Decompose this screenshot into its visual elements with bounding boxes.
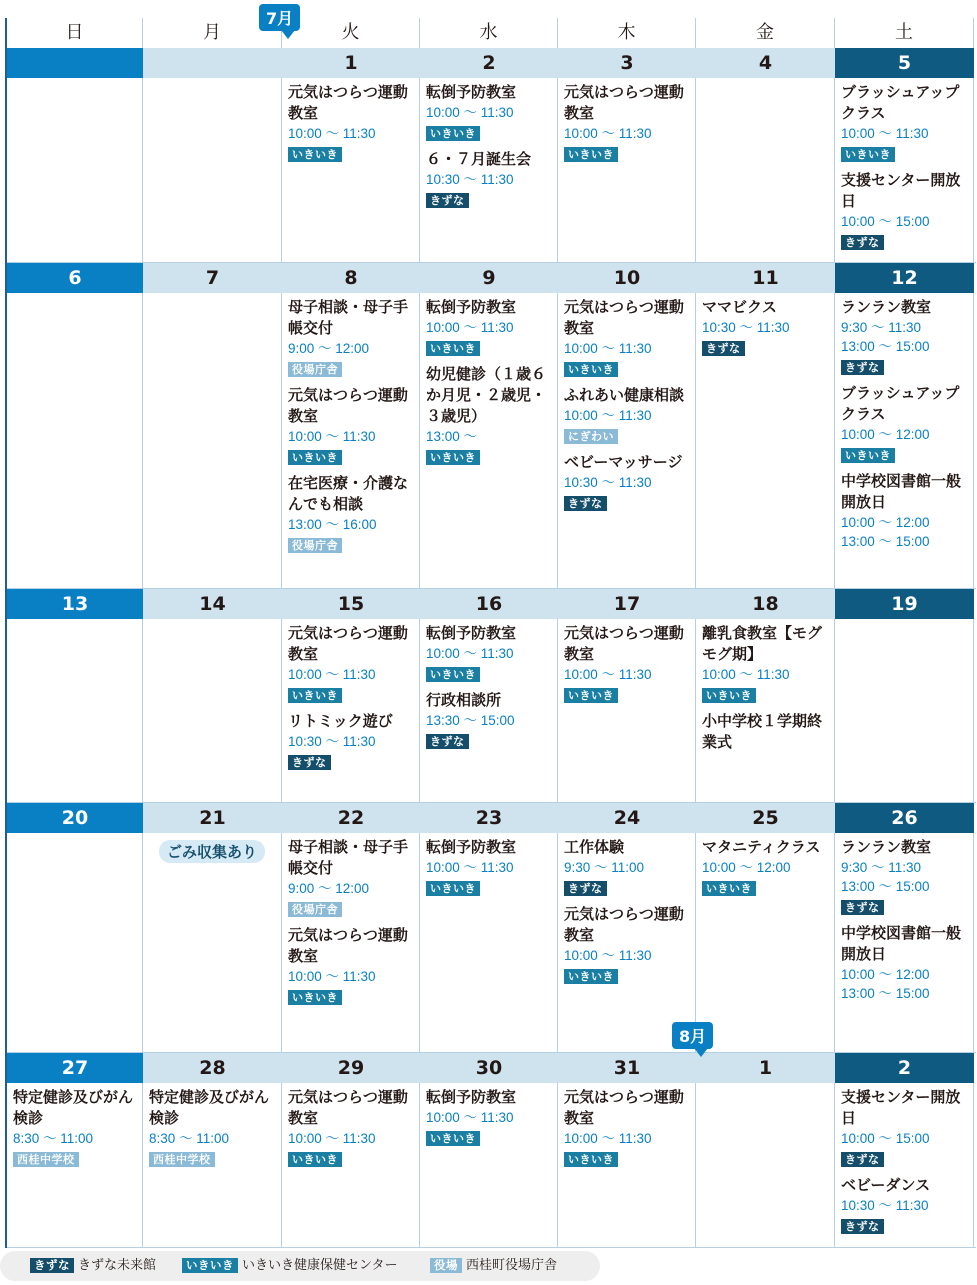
event-title: 特定健診及びがん検診 bbox=[13, 1088, 134, 1127]
event-title: 転倒予防教室 bbox=[426, 624, 517, 642]
day-cell bbox=[282, 1083, 420, 1175]
event bbox=[702, 711, 830, 753]
event bbox=[288, 473, 415, 553]
event bbox=[426, 837, 553, 896]
event bbox=[564, 837, 691, 896]
day-number bbox=[7, 48, 143, 78]
event-time: 13:00 ～ 15:00 bbox=[841, 986, 930, 1001]
legend-label: きずな未来館 bbox=[78, 1258, 157, 1273]
venue-badge: いきいき bbox=[564, 969, 618, 984]
day-number: 1 bbox=[696, 1053, 835, 1083]
event-time: 10:00 ～ 11:30 bbox=[288, 969, 376, 984]
event bbox=[702, 297, 830, 356]
event-time: 9:30 ～ 11:30 bbox=[841, 860, 922, 875]
event-time: 9:00 ～ 12:00 bbox=[288, 341, 370, 356]
event bbox=[426, 623, 553, 682]
event-title: 特定健診及びがん検診 bbox=[149, 1088, 270, 1127]
event-title: 母子相談・母子手帳交付 bbox=[288, 838, 409, 877]
venue-badge: いきいき bbox=[288, 147, 342, 162]
event-title: 母子相談・母子手帳交付 bbox=[288, 298, 409, 337]
event bbox=[702, 837, 830, 896]
day-number: 16 bbox=[420, 589, 558, 619]
day-cell bbox=[7, 293, 143, 297]
legend-label: 西桂町役場庁舎 bbox=[466, 1258, 558, 1273]
legend-badge: きずな bbox=[30, 1258, 74, 1273]
event-time: 10:00 ～ 11:30 bbox=[564, 341, 652, 356]
venue-badge: きずな bbox=[426, 193, 469, 208]
day-cell bbox=[282, 619, 420, 778]
day-number: 30 bbox=[420, 1053, 558, 1083]
event bbox=[841, 82, 969, 162]
day-cell bbox=[696, 833, 835, 904]
day-number: 6 bbox=[7, 263, 143, 293]
event-time: 9:30 ～ 11:30 bbox=[841, 320, 922, 335]
event bbox=[288, 385, 415, 465]
venue-badge: いきいき bbox=[288, 1152, 342, 1167]
event-title: 元気はつらつ運動教室 bbox=[564, 298, 684, 337]
event-time: 9:30 ～ 11:00 bbox=[564, 860, 645, 875]
day-number: 2 bbox=[835, 1053, 974, 1083]
day-number: 25 bbox=[696, 803, 835, 833]
event-time: 8:30 ～ 11:00 bbox=[13, 1131, 94, 1146]
event-title: 元気はつらつ運動教室 bbox=[288, 926, 408, 965]
day-cell bbox=[282, 293, 420, 561]
event bbox=[841, 837, 969, 915]
event-title: 元気はつらつ運動教室 bbox=[564, 1088, 684, 1127]
venue-badge: きずな bbox=[702, 341, 745, 356]
day-cell bbox=[420, 78, 558, 216]
event-title: ふれあい健康相談 bbox=[564, 386, 685, 404]
weekday-header: 木 bbox=[558, 18, 696, 48]
event-time: 10:00 ～ 11:30 bbox=[288, 429, 376, 444]
weekday-header: 水 bbox=[420, 18, 558, 48]
day-cell bbox=[143, 293, 282, 297]
event-time: 8:30 ～ 11:00 bbox=[149, 1131, 230, 1146]
event-time: 10:30 ～ 11:30 bbox=[841, 1198, 929, 1213]
event-title: 支援センター開放日 bbox=[841, 1088, 961, 1127]
weekday-header: 土 bbox=[835, 18, 974, 48]
day-number: 1 bbox=[282, 48, 420, 78]
venue-badge: 役場庁舎 bbox=[288, 538, 342, 553]
event-title: 行政相談所 bbox=[426, 691, 502, 709]
event-time: 10:30 ～ 11:30 bbox=[564, 475, 652, 490]
legend-badge: 役場 bbox=[430, 1258, 462, 1273]
venue-badge: いきいき bbox=[288, 450, 342, 465]
event-time: 10:00 ～ 11:30 bbox=[288, 1131, 376, 1146]
event-time: 10:00 ～ 11:30 bbox=[564, 667, 652, 682]
event-time: 10:00 ～ 12:00 bbox=[841, 515, 930, 530]
event bbox=[841, 1175, 969, 1234]
event-time: 10:00 ～ 11:30 bbox=[564, 126, 652, 141]
event-title: ランラン教室 bbox=[841, 838, 932, 856]
venue-badge: きずな bbox=[841, 1152, 884, 1167]
event-title: 小中学校１学期終業式 bbox=[702, 712, 823, 751]
venue-badge: いきいき bbox=[841, 147, 895, 162]
day-number: 27 bbox=[7, 1053, 143, 1083]
event bbox=[149, 1087, 277, 1167]
venue-badge: 西桂中学校 bbox=[149, 1152, 215, 1167]
event bbox=[564, 297, 691, 377]
venue-badge: いきいき bbox=[564, 147, 618, 162]
event-time: 10:00 ～ 11:30 bbox=[702, 667, 790, 682]
event-time: 10:30 ～ 11:30 bbox=[702, 320, 790, 335]
event bbox=[288, 1087, 415, 1167]
event bbox=[288, 925, 415, 1005]
day-number: 11 bbox=[696, 263, 835, 293]
calendar bbox=[5, 9, 974, 1248]
venue-badge: 役場庁舎 bbox=[288, 362, 342, 377]
venue-badge: きずな bbox=[564, 496, 607, 511]
event bbox=[564, 623, 691, 703]
day-number: 7 bbox=[143, 263, 282, 293]
legend-item bbox=[430, 1257, 557, 1274]
event-title: マタニティクラス bbox=[702, 838, 821, 856]
event-time: 10:00 ～ 15:00 bbox=[841, 1131, 930, 1146]
event-time: 13:00 ～ 15:00 bbox=[841, 879, 930, 894]
event-time: 10:00 ～ 15:00 bbox=[841, 214, 930, 229]
venue-badge: きずな bbox=[841, 235, 884, 250]
day-cell bbox=[558, 619, 696, 711]
legend bbox=[0, 1251, 600, 1281]
day-number: 3 bbox=[558, 48, 696, 78]
event-title: 元気はつらつ運動教室 bbox=[564, 624, 684, 663]
event bbox=[288, 82, 415, 162]
event bbox=[426, 297, 553, 356]
event bbox=[564, 904, 691, 984]
day-number: 4 bbox=[696, 48, 835, 78]
day-cell bbox=[835, 833, 974, 1011]
event-title: ブラッシュアップクラス bbox=[841, 83, 960, 122]
legend-item bbox=[182, 1257, 397, 1274]
venue-badge: きずな bbox=[841, 360, 884, 375]
event-time: 10:30 ～ 11:30 bbox=[426, 172, 514, 187]
venue-badge: いきいき bbox=[841, 448, 895, 463]
venue-badge: いきいき bbox=[564, 688, 618, 703]
venue-badge: 西桂中学校 bbox=[13, 1152, 79, 1167]
venue-badge: いきいき bbox=[426, 1131, 480, 1146]
venue-badge: いきいき bbox=[426, 126, 480, 141]
garbage-collection-badge: ごみ収集あり bbox=[159, 840, 265, 863]
event-time: 10:00 ～ 12:00 bbox=[841, 967, 930, 982]
event bbox=[564, 1087, 691, 1167]
event-time: 10:00 ～ 11:30 bbox=[564, 1131, 652, 1146]
event-time: 13:30 ～ 15:00 bbox=[426, 713, 515, 728]
day-number: 20 bbox=[7, 803, 143, 833]
venue-badge: いきいき bbox=[702, 881, 756, 896]
day-number: 14 bbox=[143, 589, 282, 619]
venue-badge: きずな bbox=[841, 1219, 884, 1234]
venue-badge: にぎわい bbox=[564, 429, 618, 444]
day-number: 13 bbox=[7, 589, 143, 619]
weekday-header: 月 bbox=[143, 18, 282, 48]
event-title: 中学校図書館一般開放日 bbox=[841, 924, 962, 963]
event-time: 10:00 ～ 11:30 bbox=[841, 126, 929, 141]
day-number: 5 bbox=[835, 48, 974, 78]
event bbox=[564, 452, 691, 511]
event-time: 10:00 ～ 11:30 bbox=[564, 948, 652, 963]
day-cell bbox=[696, 293, 835, 364]
day-cell bbox=[7, 78, 143, 82]
venue-badge: きずな bbox=[288, 755, 331, 770]
event-time: 13:00 ～ 15:00 bbox=[841, 534, 930, 549]
day-number: 12 bbox=[835, 263, 974, 293]
event bbox=[288, 623, 415, 703]
event bbox=[13, 1087, 138, 1167]
day-number: 18 bbox=[696, 589, 835, 619]
event-title: 幼児健診（１歳６か月児・２歳児・３歳児） bbox=[426, 365, 547, 425]
day-number: 23 bbox=[420, 803, 558, 833]
day-cell bbox=[143, 833, 282, 837]
event bbox=[426, 690, 553, 749]
event-title: ベビーマッサージ bbox=[564, 453, 683, 471]
day-cell bbox=[558, 833, 696, 992]
event bbox=[841, 471, 969, 551]
day-cell bbox=[558, 1083, 696, 1175]
event bbox=[288, 297, 415, 377]
event bbox=[841, 923, 969, 1003]
day-number: 21 bbox=[143, 803, 282, 833]
day-cell bbox=[143, 78, 282, 82]
event bbox=[426, 1087, 553, 1146]
day-cell bbox=[143, 619, 282, 623]
event bbox=[841, 297, 969, 375]
weekday-header: 日 bbox=[7, 18, 143, 48]
day-cell bbox=[835, 1083, 974, 1242]
event bbox=[426, 149, 553, 208]
legend-badge: いきいき bbox=[182, 1258, 238, 1273]
venue-badge: いきいき bbox=[426, 450, 480, 465]
event-title: ベビーダンス bbox=[841, 1176, 931, 1194]
day-cell bbox=[835, 78, 974, 258]
event-title: ランラン教室 bbox=[841, 298, 932, 316]
event-time: 10:00 ～ 12:00 bbox=[702, 860, 791, 875]
event-title: 支援センター開放日 bbox=[841, 171, 961, 210]
day-cell bbox=[558, 293, 696, 519]
day-cell bbox=[7, 619, 143, 623]
day-cell bbox=[835, 293, 974, 559]
event bbox=[564, 385, 691, 444]
event-time: 13:00 ～ bbox=[426, 429, 478, 444]
event-title: 転倒予防教室 bbox=[426, 838, 517, 856]
event-title: 工作体験 bbox=[564, 838, 625, 856]
event-title: 元気はつらつ運動教室 bbox=[564, 905, 684, 944]
day-number: 17 bbox=[558, 589, 696, 619]
event-time: 10:00 ～ 11:30 bbox=[564, 408, 652, 423]
day-cell bbox=[696, 1083, 835, 1087]
event bbox=[702, 623, 830, 703]
day-number: 9 bbox=[420, 263, 558, 293]
event-time: 13:00 ～ 16:00 bbox=[288, 517, 377, 532]
venue-badge: いきいき bbox=[564, 362, 618, 377]
day-cell bbox=[558, 78, 696, 170]
event-title: 元気はつらつ運動教室 bbox=[564, 83, 684, 122]
venue-badge: いきいき bbox=[288, 990, 342, 1005]
event-title: ６・７月誕生会 bbox=[426, 150, 532, 168]
venue-badge: いきいき bbox=[564, 1152, 618, 1167]
event-title: リトミック遊び bbox=[288, 712, 393, 730]
legend-label: いきいき健康保健センター bbox=[242, 1258, 398, 1273]
day-number: 10 bbox=[558, 263, 696, 293]
event-time: 10:00 ～ 11:30 bbox=[426, 860, 514, 875]
event-time: 10:00 ～ 11:30 bbox=[426, 105, 514, 120]
event-title: ママビクス bbox=[702, 298, 777, 316]
venue-badge: きずな bbox=[564, 881, 607, 896]
day-cell bbox=[696, 78, 835, 82]
day-cell bbox=[696, 619, 835, 761]
event-time: 13:00 ～ 15:00 bbox=[841, 339, 930, 354]
event-time: 10:00 ～ 11:30 bbox=[426, 646, 514, 661]
event-title: 元気はつらつ運動教室 bbox=[288, 386, 408, 425]
event-title: 中学校図書館一般開放日 bbox=[841, 472, 962, 511]
event bbox=[841, 1087, 969, 1167]
day-cell bbox=[420, 1083, 558, 1154]
day-cell bbox=[420, 293, 558, 473]
day-number: 15 bbox=[282, 589, 420, 619]
day-cell bbox=[143, 1083, 282, 1175]
event bbox=[841, 170, 969, 250]
venue-badge: いきいき bbox=[426, 667, 480, 682]
event-title: 転倒予防教室 bbox=[426, 83, 517, 101]
day-number bbox=[143, 48, 282, 78]
day-cell bbox=[7, 1083, 143, 1175]
day-cell bbox=[420, 833, 558, 904]
day-number: 8 bbox=[282, 263, 420, 293]
event-time: 10:00 ～ 11:30 bbox=[426, 320, 514, 335]
venue-badge: 役場庁舎 bbox=[288, 902, 342, 917]
venue-badge: いきいき bbox=[288, 688, 342, 703]
day-number: 28 bbox=[143, 1053, 282, 1083]
event bbox=[426, 364, 553, 465]
month-flag-august: 8月 bbox=[672, 1022, 713, 1049]
event bbox=[426, 82, 553, 141]
event-time: 10:00 ～ 11:30 bbox=[426, 1110, 514, 1125]
day-number: 2 bbox=[420, 48, 558, 78]
venue-badge: きずな bbox=[426, 734, 469, 749]
event-title: ブラッシュアップクラス bbox=[841, 384, 960, 423]
month-flag-july: 7月 bbox=[259, 4, 300, 31]
event-time: 10:00 ～ 11:30 bbox=[288, 126, 376, 141]
event-title: 在宅医療・介護なんでも相談 bbox=[288, 474, 409, 513]
event-title: 離乳食教室【モグモグ期】 bbox=[702, 624, 823, 663]
venue-badge: いきいき bbox=[426, 881, 480, 896]
day-cell bbox=[282, 833, 420, 1013]
legend-item bbox=[30, 1257, 156, 1274]
day-number: 26 bbox=[835, 803, 974, 833]
venue-badge: いきいき bbox=[426, 341, 480, 356]
event-time: 9:00 ～ 12:00 bbox=[288, 881, 370, 896]
day-number: 22 bbox=[282, 803, 420, 833]
event-time: 10:30 ～ 11:30 bbox=[288, 734, 376, 749]
day-number: 31 bbox=[558, 1053, 696, 1083]
day-cell bbox=[282, 78, 420, 170]
day-cell bbox=[420, 619, 558, 757]
event-title: 元気はつらつ運動教室 bbox=[288, 83, 408, 122]
event-title: 転倒予防教室 bbox=[426, 1088, 517, 1106]
event-time: 10:00 ～ 11:30 bbox=[288, 667, 376, 682]
event-time: 10:00 ～ 12:00 bbox=[841, 427, 930, 442]
day-number: 29 bbox=[282, 1053, 420, 1083]
weekday-header: 火 bbox=[282, 18, 420, 48]
event bbox=[288, 837, 415, 917]
day-cell bbox=[7, 833, 143, 837]
event bbox=[288, 711, 415, 770]
day-number: 19 bbox=[835, 589, 974, 619]
event bbox=[841, 383, 969, 463]
venue-badge: きずな bbox=[841, 900, 884, 915]
event-title: 元気はつらつ運動教室 bbox=[288, 624, 408, 663]
weekday-header: 金 bbox=[696, 18, 835, 48]
day-cell bbox=[835, 619, 974, 623]
event-title: 元気はつらつ運動教室 bbox=[288, 1088, 408, 1127]
event-title: 転倒予防教室 bbox=[426, 298, 517, 316]
day-number: 24 bbox=[558, 803, 696, 833]
event bbox=[564, 82, 691, 162]
venue-badge: いきいき bbox=[702, 688, 756, 703]
